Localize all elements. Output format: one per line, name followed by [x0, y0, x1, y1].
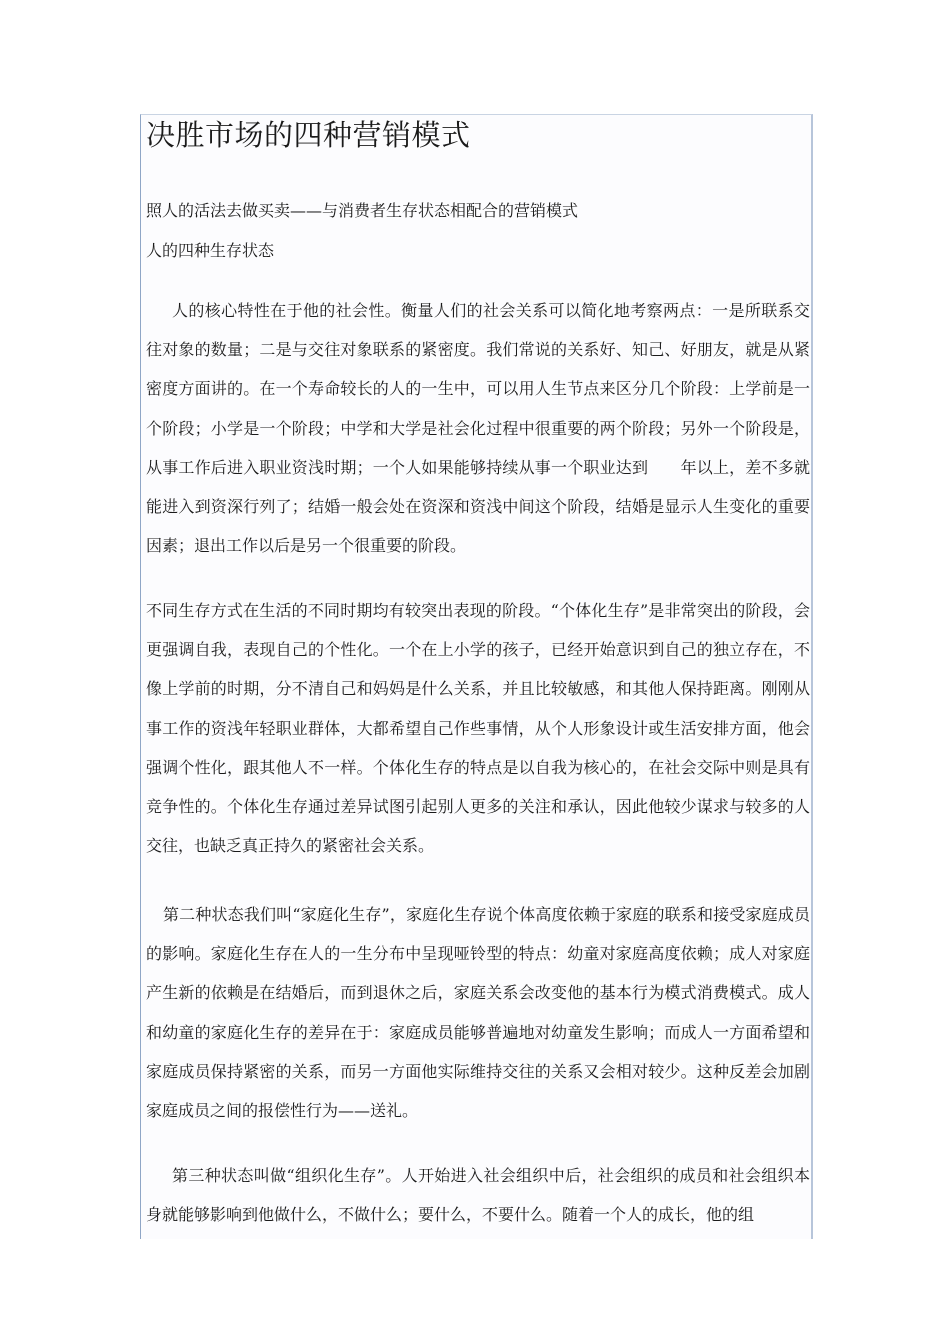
subtitle-four-states: 人的四种生存状态	[146, 241, 275, 260]
paragraph-individual-existence: 不同生存方式在生活的不同时期均有较突出表现的阶段。“个体化生存”是非常突出的阶段，会更强调自我，表现自己的个性化。一个在上小学的孩子，已经开始意识到自己的独立存在，不像上学前的时期，分不清自己和妈妈是什么关系，并且比较敏感，和其他人保持距离。刚刚从事工作的资浅年轻职业群体，大都希望自己作些事情，从个人形象设计或生活安排方面，他会强调个性化，跟其他人不一样。个体化生存的特点是以自我为核心的，在社会交际中则是具有竞争性的。个体化生存通过差异试图引起别人更多的关注和承认，因此他较少谋求与较多的人交往，也缺乏真正持久的紧密社会关系。	[146, 601, 810, 856]
paragraph-family-existence: 第二种状态我们叫“家庭化生存”，家庭化生存说个体高度依赖于家庭的联系和接受家庭成员的影响。家庭化生存在人的一生分布中呈现哑铃型的特点：幼童对家庭高度依赖；成人对家庭产生新的依赖是在结婚后，而到退休之后，家庭关系会改变他的基本行为模式消费模式。成人和幼童的家庭化生存的差异在于：家庭成员能够普遍地对幼童发生影响；而成人一方面希望和家庭成员保持紧密的关系，而另一方面他实际维持交往的关系又会相对较少。这种反差会加剧家庭成员之间的报偿性行为——送礼。	[146, 905, 810, 1121]
paragraph-social-nature: 人的核心特性在于他的社会性。衡量人们的社会关系可以简化地考察两点：一是所联系交往对象的数量；二是与交往对象联系的紧密度。我们常说的关系好、知己、好朋友，就是从紧密度方面讲的。在一个寿命较长的人的一生中，可以用人生节点来区分几个阶段：上学前是一个阶段；小学是一个阶段；中学和大学是社会化过程中很重要的两个阶段；另外一个阶段是，从事工作后进入职业资浅时期；一个人如果能够持续从事一个职业达到 年以上，差不多就能进入到资深行列了；结婚一般会处在资深和资浅中间这个阶段，结婚是显示人生变化的重要因素；退出工作以后是另一个很重要的阶段。	[146, 301, 810, 556]
paragraph-organizational-existence: 第三种状态叫做“组织化生存”。人开始进入社会组织中后，社会组织的成员和社会组织本身就能够影响到他做什么，不做什么；要什么，不要什么。随着一个人的成长，他的组	[146, 1166, 810, 1225]
document-title: 决胜市场的四种营销模式	[146, 118, 471, 152]
subtitle-marketing-model: 照人的活法去做买卖——与消费者生存状态相配合的营销模式	[146, 201, 579, 220]
